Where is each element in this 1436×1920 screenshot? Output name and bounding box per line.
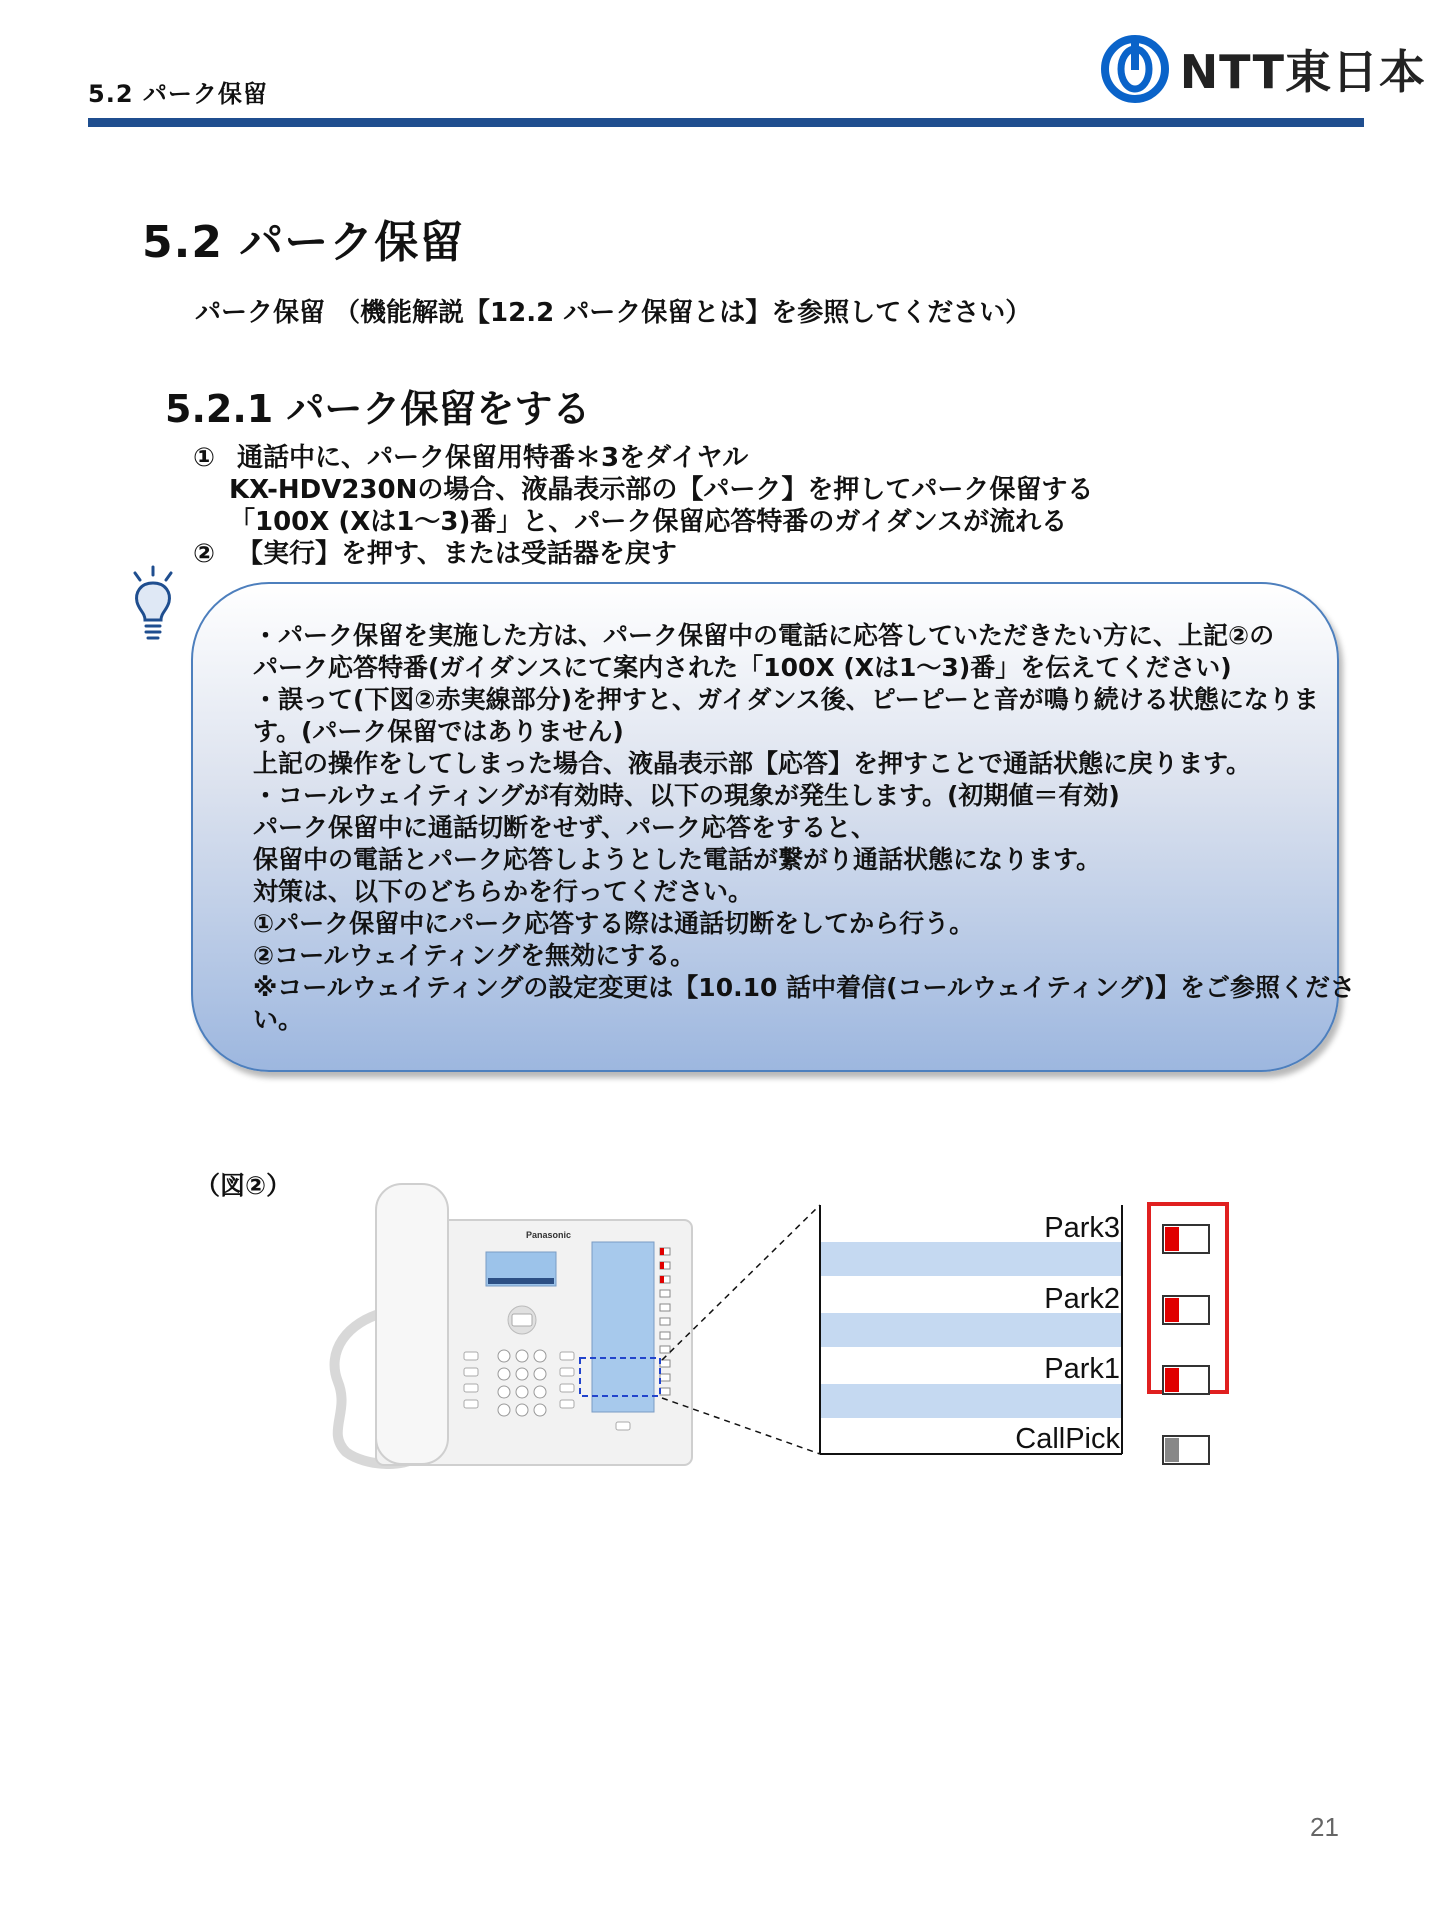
subsection-heading: 5.2.1 パーク保留をする	[165, 387, 591, 431]
step-mark: ①	[193, 443, 216, 473]
step-mark: ②	[193, 539, 216, 569]
phone-illustration	[316, 1182, 696, 1472]
park3-key	[1163, 1225, 1209, 1253]
note-line: ①パーク保留中にパーク応答する際は通話切断をしてから行う。	[253, 909, 975, 938]
figure-label: （図②）	[195, 1171, 292, 1200]
step-1	[193, 442, 1093, 474]
park1-key	[1163, 1366, 1209, 1394]
header-section-title: 5.2 パーク保留	[88, 80, 268, 108]
note-line: い。	[253, 1005, 304, 1034]
note-line: パーク応答特番(ガイダンスにて案内された「100X (Xは1～3)番」を伝えてください)	[253, 653, 1232, 682]
note-line: ・パーク保留を実施した方は、パーク保留中の電話に応答していただきたい方に、上記②の	[253, 621, 1275, 650]
note-line: 対策は、以下のどちらかを行ってください。	[253, 877, 754, 906]
step-1-detail-b: 「100X (Xは1～3)番」と、パーク保留応答特番のガイダンスが流れる	[229, 507, 1068, 537]
note-text	[253, 620, 1355, 1036]
callpick-key	[1163, 1436, 1209, 1464]
note-line: パーク保留中に通話切断をせず、パーク応答をすると、	[253, 813, 877, 842]
header-rule	[88, 118, 1364, 127]
phone-brand: Panasonic	[526, 1230, 572, 1240]
note-line: 上記の操作をしてしまった場合、液晶表示部【応答】を押すことで通話状態に戻ります。	[253, 749, 1252, 778]
ntt-logo	[1100, 34, 1426, 104]
key-label-park3: Park3	[1044, 1212, 1120, 1244]
page-number: 21	[1310, 1812, 1339, 1842]
park2-key	[1163, 1296, 1209, 1324]
note-line: ・コールウェイティングが有効時、以下の現象が発生します。(初期値＝有効)	[253, 781, 1120, 810]
lightbulb-icon	[128, 565, 178, 645]
note-line: ※コールウェイティングの設定変更は【10.10 話中着信(コールウェイティング)】をご参照くださ	[253, 973, 1355, 1002]
note-line: ②コールウェイティングを無効にする。	[253, 941, 696, 970]
section-heading: 5.2 パーク保留	[142, 217, 465, 268]
note-line: ・誤って(下図②赤実線部分)を押すと、ガイダンス後、ピーピーと音が鳴り続ける状態になりま	[253, 685, 1319, 714]
ntt-logo-icon	[1100, 34, 1170, 104]
step-text: 通話中に、パーク保留用特番＊3をダイヤル	[237, 443, 749, 473]
step-1-detail-a: KX-HDV230Nの場合、液晶表示部の【パーク】を押してパーク保留する	[229, 475, 1094, 505]
key-label-park2: Park2	[1044, 1283, 1120, 1315]
key-label-callpick: CallPick	[1015, 1423, 1120, 1455]
note-line: 保留中の電話とパーク応答しようとした電話が繋がり通話状態になります。	[253, 845, 1102, 874]
step-text: 【実行】を押す、または受話器を戻す	[237, 539, 677, 569]
logo-text: NTT東日本	[1179, 45, 1426, 99]
section-intro: パーク保留 （機能解説【12.2 パーク保留とは】を参照してください）	[195, 298, 1032, 328]
key-label-park1: Park1	[1044, 1353, 1120, 1385]
note-line: す。(パーク保留ではありません)	[253, 717, 624, 746]
step-2	[193, 538, 1093, 570]
step-list	[193, 442, 1093, 570]
